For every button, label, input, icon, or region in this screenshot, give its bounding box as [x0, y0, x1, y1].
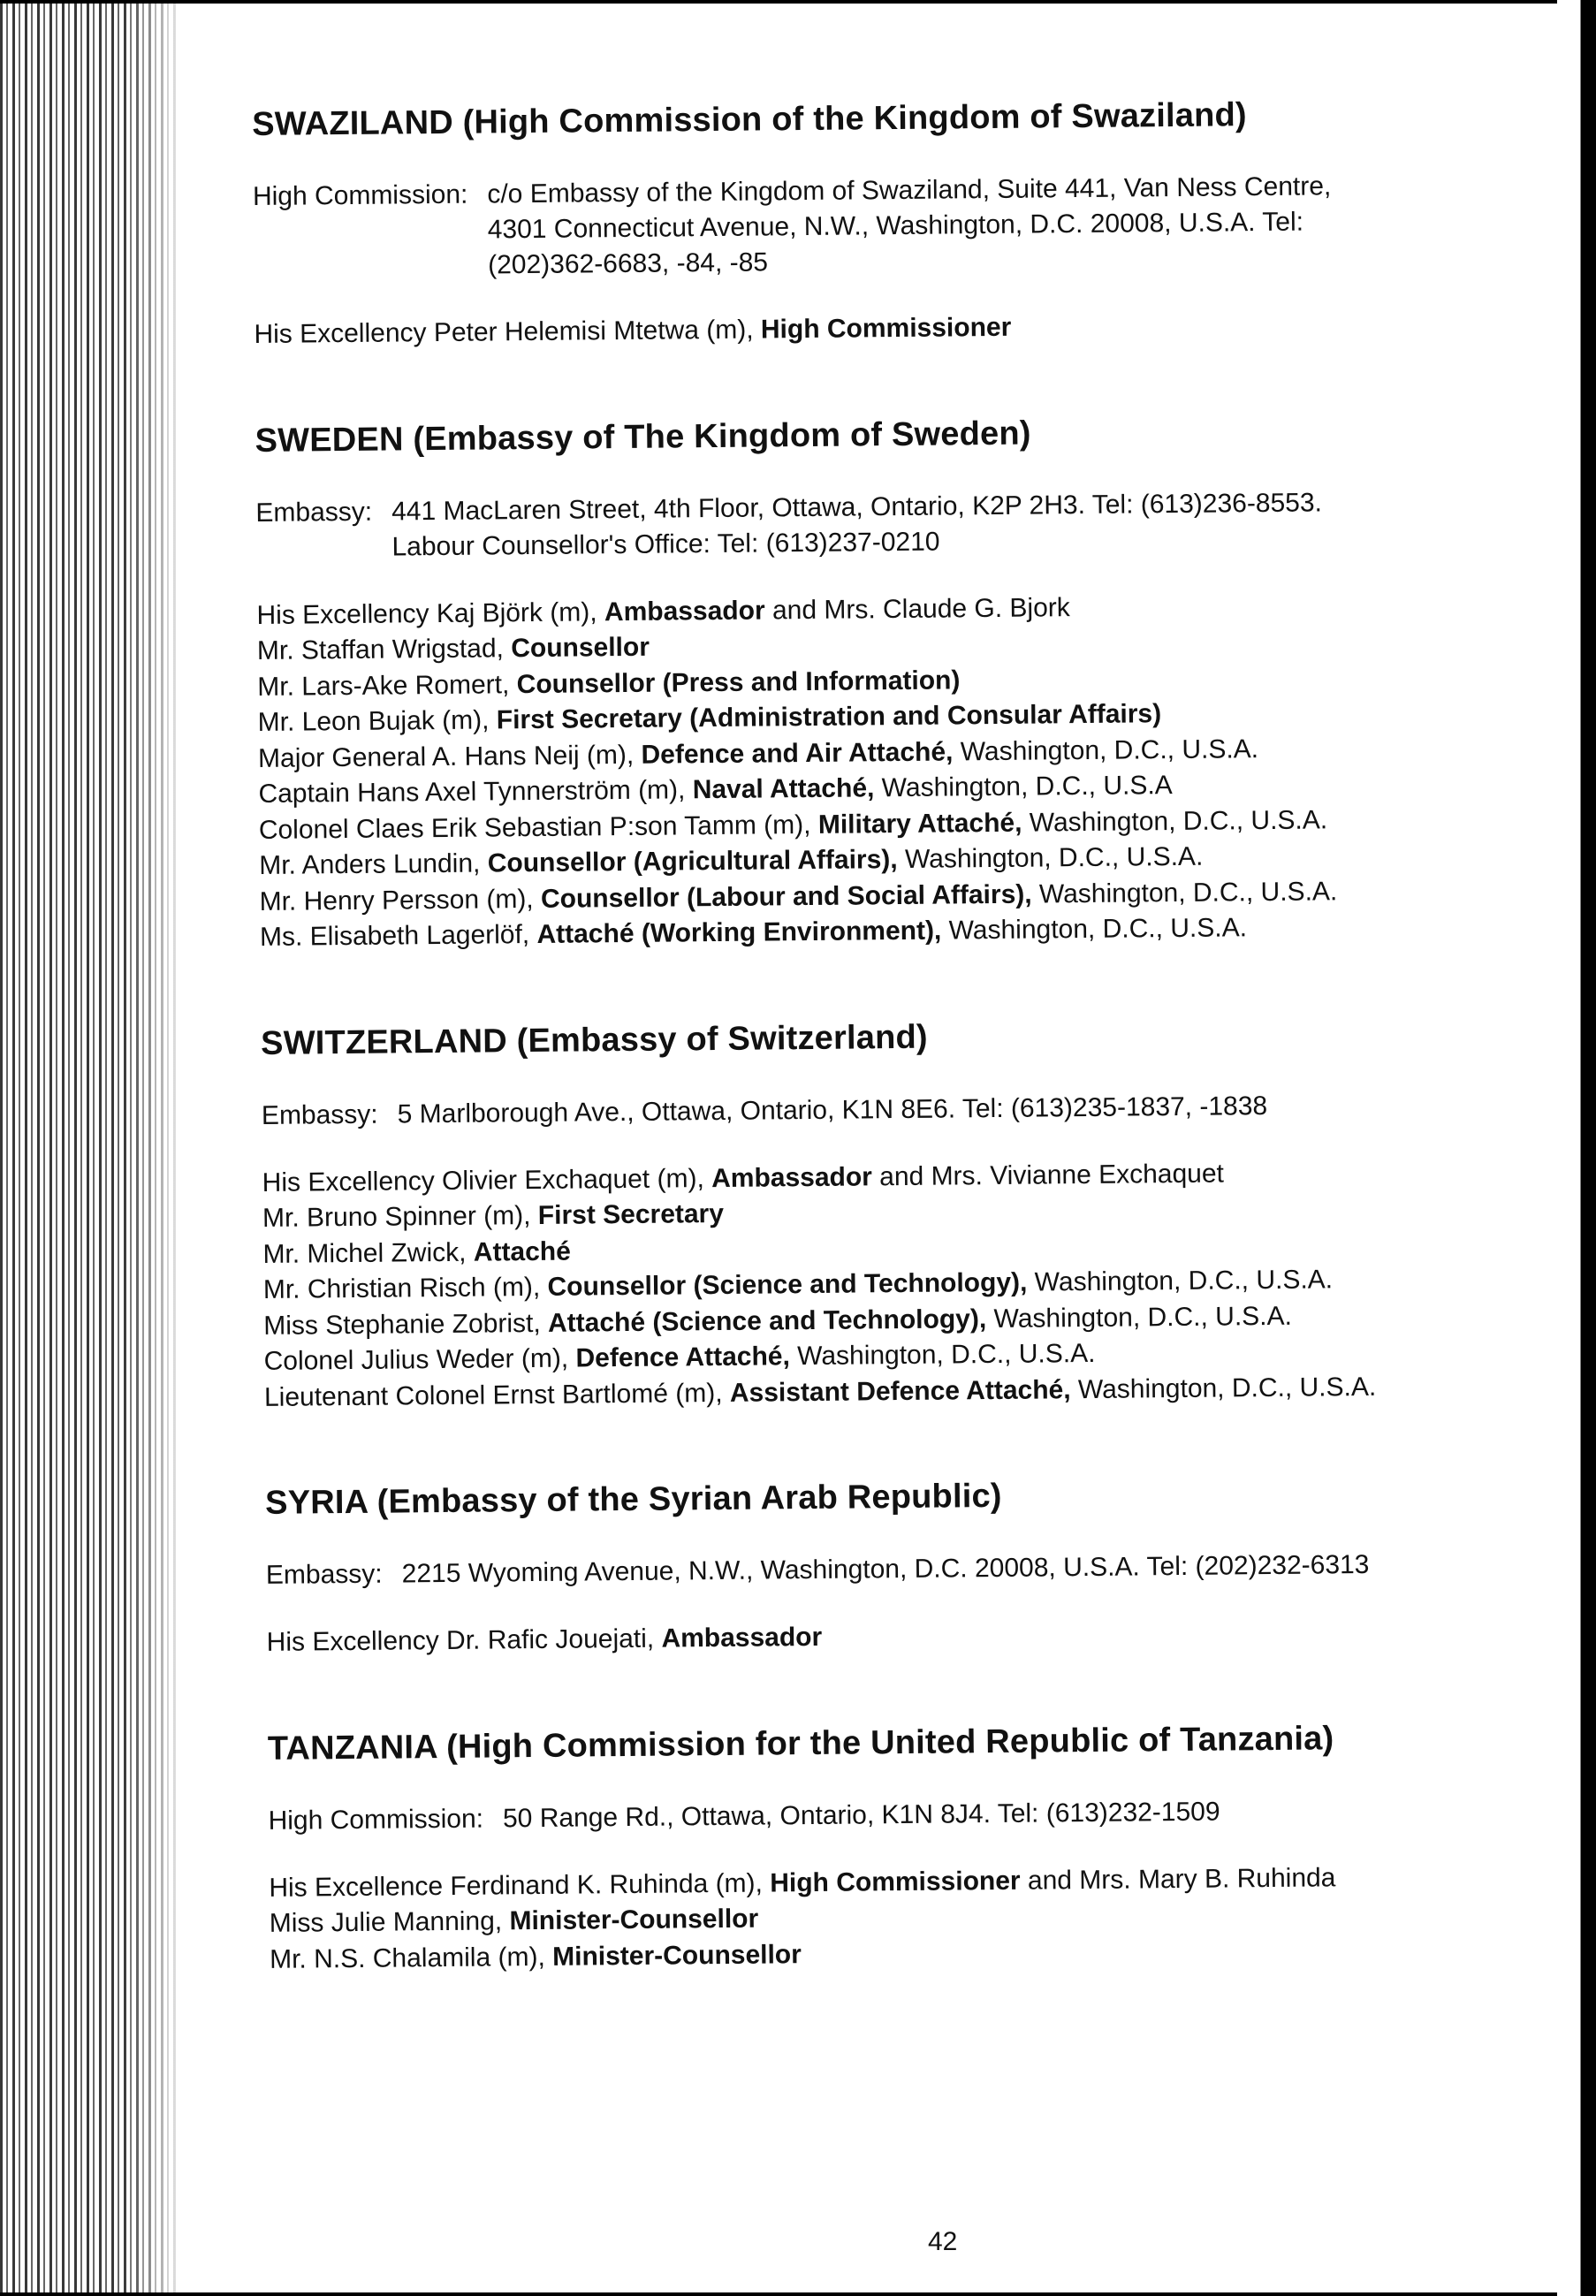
person-suffix: Washington, D.C., U.S.A.: [1022, 804, 1328, 838]
person-name: His Excellency Olivier Exchaquet (m),: [262, 1163, 712, 1197]
person-title: Counsellor (Agricultural Affairs),: [487, 845, 898, 878]
address-block: [253, 167, 1526, 285]
address-lines: [503, 1791, 1541, 1836]
person-suffix: Washington, D.C., U.S.A.: [789, 1338, 1096, 1372]
person-suffix: Washington, D.C., U.S.A.: [1070, 1372, 1377, 1404]
personnel-list: [254, 305, 1526, 353]
section-heading: SWITZERLAND (Embassy of Switzerland): [260, 1018, 928, 1062]
address-lines: [391, 483, 1529, 565]
document-page: [252, 94, 1543, 2047]
address-label: Embassy:: [261, 1099, 378, 1130]
person-name: His Excellency Peter Helemisi Mtetwa (m),: [254, 315, 762, 349]
person-name: Mr. Anders Lundin,: [259, 848, 488, 880]
person-name: Miss Julie Manning,: [269, 1906, 510, 1938]
person-name: Mr. Leon Bujak (m),: [257, 705, 497, 737]
person-name: His Excellency Dr. Rafic Jouejati,: [266, 1623, 662, 1657]
person-suffix: Washington, D.C., U.S.A: [874, 771, 1173, 803]
person-suffix: Washington, D.C., U.S.A.: [1027, 1265, 1334, 1297]
personnel-list: [256, 586, 1532, 956]
top-edge-rule: [0, 0, 1596, 4]
person-title: Attaché (Working Environment),: [536, 916, 942, 949]
person-suffix: Washington, D.C., U.S.A.: [953, 734, 1259, 766]
directory-section: [261, 1013, 1537, 1416]
person-title: Defence Attaché,: [575, 1342, 790, 1373]
section-heading: SYRIA (Embassy of the Syrian Arab Republic): [264, 1477, 1002, 1522]
address-label: Embassy:: [265, 1559, 383, 1590]
page-number: 42: [928, 2227, 958, 2256]
address-block: [268, 1791, 1540, 1839]
address-lines: [401, 1546, 1539, 1592]
address-label: High Commission:: [252, 179, 468, 211]
person-title: Minister-Counsellor: [509, 1904, 759, 1936]
person-title: Minister-Counsellor: [552, 1939, 802, 1972]
personnel-list: [267, 1613, 1539, 1661]
person-name: Mr. Bruno Spinner (m),: [262, 1200, 538, 1233]
person-title: Counsellor: [511, 632, 650, 664]
person-name: Mr. Michel Zwick,: [262, 1237, 474, 1269]
address-line: 4301 Connecticut Avenue, N.W., Washington, D.C. 20008, U.S.A. Tel:: [487, 207, 1304, 245]
address-label: Embassy:: [255, 497, 373, 528]
binding-fade: [124, 0, 186, 2296]
person-title: High Commissioner: [760, 312, 1012, 345]
address-lines: [487, 167, 1526, 283]
person-title: Counsellor (Press and Information): [516, 665, 961, 699]
person-title: Counsellor (Labour and Social Affairs),: [540, 879, 1032, 914]
person-name: Colonel Julius Weder (m),: [263, 1343, 576, 1376]
address-lines: [397, 1086, 1534, 1132]
bottom-edge-rule: [0, 2292, 1596, 2296]
person-title: First Secretary (Administration and Consular Affairs): [496, 699, 1162, 735]
person-title: Naval Attaché,: [692, 773, 875, 805]
section-heading: SWAZILAND (High Commission of the Kingdom of Swaziland): [252, 96, 1247, 143]
personnel-entry: [267, 1613, 1539, 1661]
person-suffix: and Mrs. Mary B. Ruhinda: [1020, 1862, 1336, 1896]
directory-section: [268, 1718, 1543, 1978]
section-heading: TANZANIA (High Commission for the United Republic of Tanzania): [267, 1719, 1334, 1768]
address-block: [262, 1086, 1534, 1134]
person-title: Defence and Air Attaché,: [641, 736, 954, 770]
person-title: Ambassador: [661, 1622, 823, 1654]
address-line: 50 Range Rd., Ottawa, Ontario, K1N 8J4. Tel: (613)232-1509: [502, 1797, 1220, 1833]
person-title: Attaché (Science and Technology),: [547, 1304, 987, 1338]
person-title: Military Attaché,: [817, 808, 1022, 840]
person-title: Ambassador: [711, 1161, 873, 1193]
section-heading: SWEDEN (Embassy of The Kingdom of Sweden): [255, 414, 1031, 460]
person-title: Ambassador: [604, 595, 765, 627]
person-title: Counsellor (Science and Technology),: [547, 1267, 1028, 1302]
address-block: [255, 483, 1529, 566]
person-name: Mr. Lars-Ake Romert,: [257, 669, 517, 702]
person-suffix: Washington, D.C., U.S.A.: [986, 1301, 1293, 1334]
person-suffix: Washington, D.C., U.S.A.: [1031, 876, 1338, 909]
address-line: 441 MacLaren Street, 4th Floor, Ottawa, Ontario, K2P 2H3. Tel: (613)236-8553.: [391, 487, 1323, 527]
address-line: 5 Marlborough Ave., Ottawa, Ontario, K1N 8E6. Tel: (613)235-1837, -1838: [397, 1091, 1268, 1129]
person-name: Mr. N.S. Chalamila (m),: [269, 1942, 553, 1974]
directory-section: [255, 410, 1532, 956]
person-suffix: Washington, D.C., U.S.A.: [941, 913, 1248, 946]
address-line: 2215 Wyoming Avenue, N.W., Washington, D.C. 20008, U.S.A. Tel: (202)232-6313: [401, 1549, 1370, 1589]
personnel-entry: [254, 305, 1526, 353]
personnel-list: [269, 1859, 1542, 1978]
person-title: First Secretary: [537, 1198, 725, 1230]
person-name: Captain Hans Axel Tynnerström (m),: [258, 775, 693, 809]
person-name: Lieutenant Colonel Ernst Bartlomé (m),: [263, 1378, 731, 1412]
address-line: Labour Counsellor's Office: Tel: (613)237-0210: [391, 527, 940, 562]
person-title: High Commissioner: [770, 1866, 1021, 1897]
person-name: His Excellency Kaj Björk (m),: [256, 597, 605, 630]
address-label: High Commission:: [268, 1804, 484, 1836]
directory-section: [252, 94, 1527, 353]
right-edge-rule: [1557, 0, 1596, 2296]
address-block: [266, 1546, 1539, 1593]
address-line: (202)362-6683, -84, -85: [487, 247, 769, 280]
personnel-list: [262, 1153, 1538, 1416]
person-name: Mr. Christian Risch (m),: [262, 1272, 548, 1304]
person-name: Ms. Elisabeth Lagerlöf,: [259, 919, 537, 952]
person-suffix: and Mrs. Claude G. Bjork: [764, 592, 1070, 625]
person-title: Attaché: [473, 1236, 572, 1267]
person-name: Miss Stephanie Zobrist,: [263, 1308, 549, 1341]
directory-section: [265, 1472, 1539, 1661]
person-name: His Excellence Ferdinand K. Ruhinda (m),: [269, 1867, 771, 1903]
address-line: c/o Embassy of the Kingdom of Swaziland, Suite 441, Van Ness Centre,: [487, 171, 1332, 209]
person-title: Assistant Defence Attaché,: [729, 1374, 1071, 1408]
person-name: Mr. Henry Persson (m),: [259, 884, 542, 916]
person-name: Colonel Claes Erik Sebastian P:son Tamm (m),: [258, 810, 819, 845]
person-suffix: Washington, D.C., U.S.A.: [897, 841, 1204, 875]
person-name: Major General A. Hans Neij (m),: [257, 740, 642, 773]
person-suffix: and Mrs. Vivianne Exchaquet: [871, 1158, 1225, 1191]
person-name: Mr. Staffan Wrigstad,: [256, 634, 512, 665]
